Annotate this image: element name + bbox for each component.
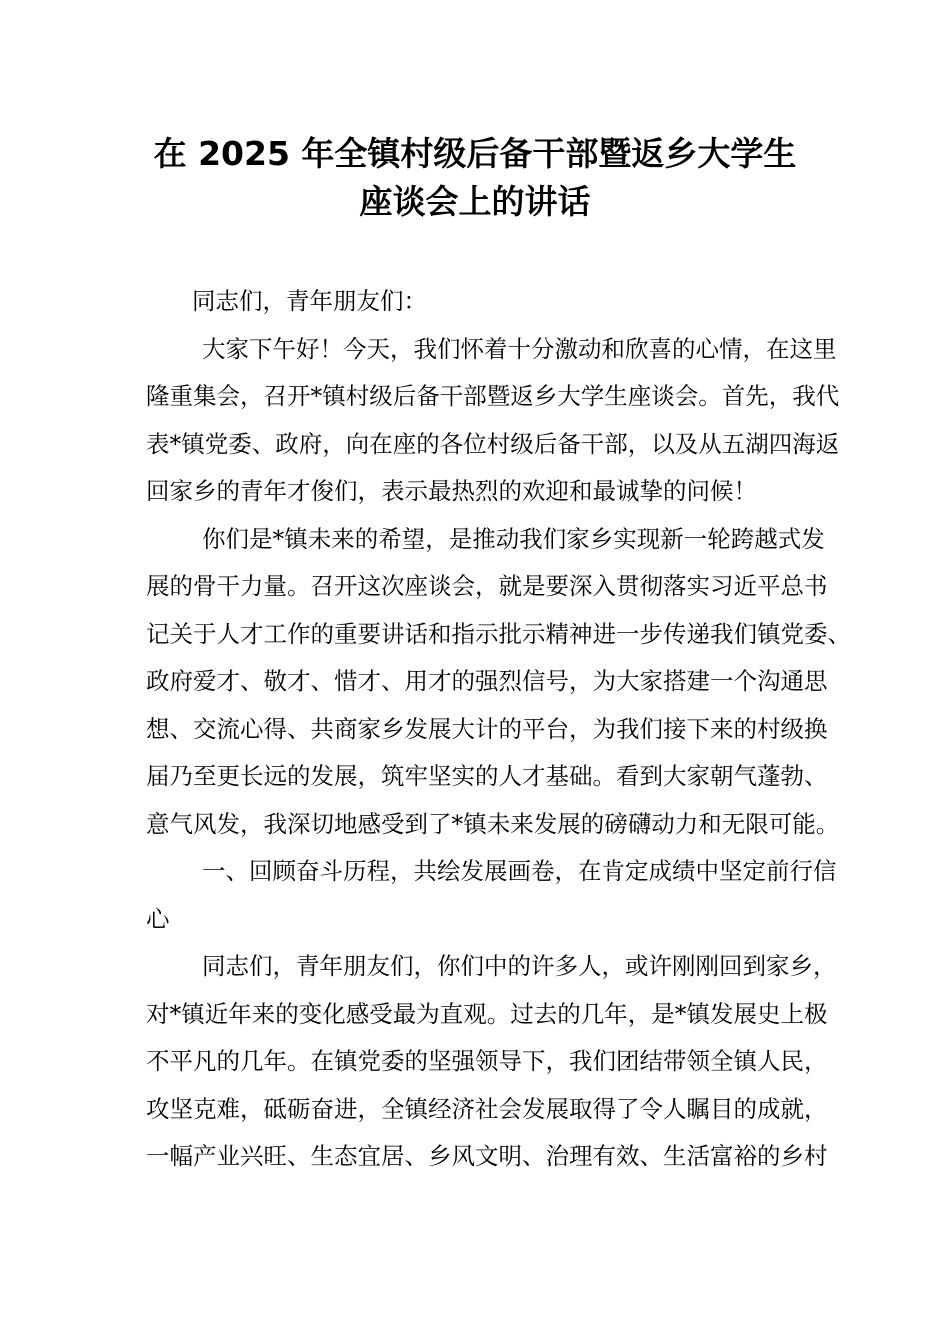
paragraph-line: 想、交流心得、共商家乡发展大计的平台，为我们接下来的村级换 [146, 714, 828, 743]
paragraph-line: 隆重集会，召开*镇村级后备干部暨返乡大学生座谈会。首先，我代 [146, 382, 840, 410]
paragraph-line: 政府爱才、敬才、惜才、用才的强烈信号，为大家搭建一个沟通思 [146, 667, 828, 695]
paragraph-line: 意气风发，我深切地感受到了*镇未来发展的磅礴动力和无限可能。 [146, 809, 840, 838]
paragraph-line: 不平凡的几年。在镇党委的坚强领导下，我们团结带领全镇人民， [146, 1047, 828, 1075]
paragraph-line: 一幅产业兴旺、生态宜居、乡风文明、治理有效、生活富裕的乡村 [146, 1142, 828, 1170]
title-line-2: 座谈会上的讲话 [359, 181, 591, 221]
paragraph-line: 同志们，青年朋友们，你们中的许多人，或许刚刚回到家乡， [202, 952, 837, 980]
title-line-1: 在 2025 年全镇村级后备干部暨返乡大学生 [153, 134, 797, 173]
heading-line: 心 [146, 904, 170, 933]
paragraph-line: 记关于人才工作的重要讲话和指示批示精神进一步传递我们镇党委、 [146, 619, 851, 648]
heading-line: 一、回顾奋斗历程，共绘发展画卷，在肯定成绩中坚定前行信 [202, 857, 837, 885]
section-heading-1 [146, 848, 837, 943]
paragraph-line: 大家下午好！今天，我们怀着十分激动和欣喜的心情，在这里 [202, 334, 837, 363]
paragraph-line: 回家乡的青年才俊们，表示最热烈的欢迎和最诚挚的问候！ [146, 477, 757, 505]
paragraph-line: 你们是*镇未来的希望，是推动我们家乡实现新一轮跨越式发 [202, 524, 825, 553]
document-body [146, 278, 851, 1181]
paragraph-review [146, 943, 837, 1181]
document-title [100, 128, 850, 223]
salutation: 同志们，青年朋友们： [192, 287, 427, 315]
paragraph-greeting [146, 326, 840, 516]
paragraph-line: 对*镇近年来的变化感受最为直观。过去的几年，是*镇发展史上极 [146, 999, 828, 1028]
paragraph-line: 届乃至更长远的发展，筑牢坚实的人才基础。看到大家朝气蓬勃、 [146, 762, 828, 790]
paragraph-line: 表*镇党委、政府，向在座的各位村级后备干部，以及从五湖四海返 [146, 429, 840, 458]
paragraph-line: 展的骨干力量。召开这次座谈会，就是要深入贯彻落实习近平总书 [146, 572, 828, 600]
paragraph-line: 攻坚克难，砥砺奋进，全镇经济社会发展取得了令人瞩目的成就， [146, 1094, 828, 1123]
paragraph-purpose [146, 516, 851, 849]
